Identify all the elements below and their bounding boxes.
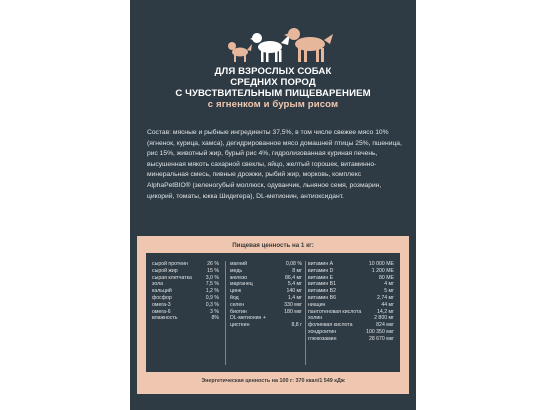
nutrient-value: 3 % bbox=[210, 308, 219, 315]
nutrient-row bbox=[308, 275, 394, 282]
nutrient-value: 28 670 мкг bbox=[368, 335, 394, 342]
nutrient-row bbox=[230, 309, 302, 316]
nutrition-title: Пищевая ценность на 1 кг: bbox=[232, 242, 314, 249]
nutrient-row bbox=[152, 302, 219, 309]
nutrient-name: кальций bbox=[152, 288, 172, 295]
nutrient-value: 44 мг bbox=[381, 301, 394, 308]
nutrient-row bbox=[230, 295, 302, 302]
nutrient-row bbox=[230, 281, 302, 288]
nutrient-row bbox=[152, 315, 219, 322]
nutrient-value: 180 мкг bbox=[284, 308, 302, 315]
nutrient-name: ниацин bbox=[308, 301, 326, 308]
nutrient-row bbox=[308, 261, 394, 268]
column-divider bbox=[225, 261, 226, 365]
nutrient-name: витамин E bbox=[308, 274, 334, 281]
nutrient-name: холин bbox=[308, 315, 323, 322]
product-headline bbox=[130, 66, 416, 110]
nutrient-value: 1 200 МЕ bbox=[371, 267, 394, 274]
nutrient-row bbox=[230, 315, 302, 322]
nutrition-column-1 bbox=[152, 261, 219, 322]
nutrient-name: пантотеновая кислота bbox=[308, 308, 362, 315]
nutrient-row bbox=[230, 261, 302, 268]
nutrient-name: медь bbox=[230, 267, 243, 274]
headline-subtitle: с ягненком и бурым рисом bbox=[207, 99, 339, 110]
nutrient-name: зола bbox=[152, 281, 164, 288]
nutrient-value: 8 мг bbox=[292, 267, 302, 274]
nutrient-name: сырой жир bbox=[152, 267, 178, 274]
nutrient-row bbox=[308, 336, 394, 343]
nutrient-name: витамин А bbox=[308, 261, 334, 267]
composition-text: Состав: мясные и рыбные ингредиенты 37,5%, в том числе свежее мясо 10% (ягненок, курица, хамса), дегидрированное мясо домашней птицы 25%, пшеница, рис 15%, животный жир, бурый рис 4%, гидролизованная куриная печень, высушенная мякоть сахарной свеклы, яйцо, желтый горошек, витаминно-минеральная смесь, пивные дрожжи, рыбий жир, морковь, комплекс AlphaPetBIO® (зеленогубый моллюск, одуванчик, льняное семя, розмарин, цикорий, томаты, юкка Шидигера), DL-метионин, антиоксидант. bbox=[147, 129, 402, 200]
nutrient-name: витамин D bbox=[308, 267, 334, 274]
nutrient-value: 824 мкг bbox=[376, 322, 394, 329]
column-divider bbox=[305, 261, 306, 365]
nutrient-name: селен bbox=[230, 301, 245, 308]
nutrient-name: витамин B1 bbox=[308, 281, 336, 288]
nutrient-name: йод bbox=[230, 294, 239, 301]
nutrient-row bbox=[230, 302, 302, 309]
nutrient-row bbox=[308, 302, 394, 309]
nutrient-row bbox=[230, 322, 302, 329]
nutrient-value: 1,2 % bbox=[205, 288, 219, 295]
nutrient-value: 7,5 % bbox=[205, 281, 219, 288]
nutrient-name: витамин B6 bbox=[308, 294, 336, 301]
nutrient-name: марганец bbox=[230, 281, 253, 288]
nutrient-name: глюкозамин bbox=[308, 335, 337, 342]
nutrient-value: 0,3 % bbox=[205, 301, 219, 308]
nutrient-name: хондроитин bbox=[308, 328, 337, 335]
nutrient-name: цистеин bbox=[230, 322, 250, 329]
nutrient-value: 330 мкг bbox=[284, 301, 302, 308]
nutrient-name: железо bbox=[230, 274, 248, 281]
nutrient-row bbox=[152, 261, 219, 268]
nutrient-row bbox=[308, 315, 394, 322]
nutrient-value: 80 МЕ bbox=[379, 274, 394, 281]
nutrient-value: 100 350 мкг bbox=[366, 328, 394, 335]
nutrient-row bbox=[308, 288, 394, 295]
nutrient-name: влажность bbox=[152, 315, 178, 322]
nutrient-name: магний bbox=[230, 261, 248, 267]
nutrition-panel bbox=[137, 236, 409, 394]
nutrient-value: 14,2 мг bbox=[377, 308, 394, 315]
nutrient-row bbox=[308, 309, 394, 316]
nutrition-column-3 bbox=[308, 261, 394, 343]
nutrient-row bbox=[308, 295, 394, 302]
nutrient-value: 8,8 г bbox=[291, 322, 302, 329]
nutrient-value: 0,08 % bbox=[285, 261, 302, 267]
nutrient-row bbox=[230, 268, 302, 275]
package-back bbox=[130, 0, 416, 410]
nutrient-value: 4 мг bbox=[384, 281, 394, 288]
nutrient-name: биотин bbox=[230, 308, 247, 315]
nutrient-value: 5 мг bbox=[384, 288, 394, 295]
nutrient-value: 140 мг bbox=[286, 288, 302, 295]
nutrient-row bbox=[308, 329, 394, 336]
nutrient-row bbox=[308, 281, 394, 288]
nutrient-value: 5,4 мг bbox=[287, 281, 302, 288]
nutrient-value: 26 % bbox=[207, 261, 219, 267]
nutrient-row bbox=[152, 295, 219, 302]
nutrient-name: фосфор bbox=[152, 294, 172, 301]
nutrient-value: 8% bbox=[211, 315, 219, 322]
nutrient-row bbox=[152, 268, 219, 275]
nutrient-name: сырая клетчатка bbox=[152, 274, 192, 281]
nutrient-value: 1,4 мг bbox=[287, 294, 302, 301]
nutrient-value: 15 % bbox=[207, 267, 219, 274]
nutrition-column-2 bbox=[230, 261, 302, 329]
nutrient-value: 3,0 % bbox=[205, 274, 219, 281]
nutrient-row bbox=[152, 275, 219, 282]
nutrient-name: омега-3 bbox=[152, 301, 171, 308]
nutrient-row bbox=[308, 268, 394, 275]
headline-line-1: ДЛЯ ВЗРОСЛЫХ СОБАК bbox=[214, 66, 332, 77]
nutrition-table bbox=[146, 253, 400, 372]
energy-value: Энергетическая ценность на 100 г: 370 ккал/1 549 кДж bbox=[201, 378, 345, 384]
nutrient-name: витамин B2 bbox=[308, 288, 336, 295]
nutrient-value: 0,9 % bbox=[205, 294, 219, 301]
nutrient-name: DL-метионин + bbox=[230, 315, 266, 322]
nutrient-name: цинк bbox=[230, 288, 242, 295]
dogs-illustration-icon bbox=[216, 22, 336, 64]
nutrient-name: омега-6 bbox=[152, 308, 171, 315]
nutrient-row bbox=[152, 288, 219, 295]
headline-line-3: С ЧУВСТВИТЕЛЬНЫМ ПИЩЕВАРЕНИЕМ bbox=[175, 88, 371, 99]
nutrient-name: сырой протеин bbox=[152, 261, 188, 267]
nutrient-row bbox=[230, 275, 302, 282]
nutrient-value: 2,74 мг bbox=[377, 294, 394, 301]
nutrient-value: 86,4 мг bbox=[285, 274, 302, 281]
nutrient-value: 2 800 мг bbox=[374, 315, 394, 322]
nutrient-row bbox=[230, 288, 302, 295]
headline-line-2: СРЕДНИХ ПОРОД bbox=[230, 77, 316, 88]
nutrient-value: 10 000 МЕ bbox=[368, 261, 394, 267]
nutrient-row bbox=[308, 322, 394, 329]
nutrient-row bbox=[152, 309, 219, 316]
nutrient-name: фолиевая кислота bbox=[308, 322, 353, 329]
